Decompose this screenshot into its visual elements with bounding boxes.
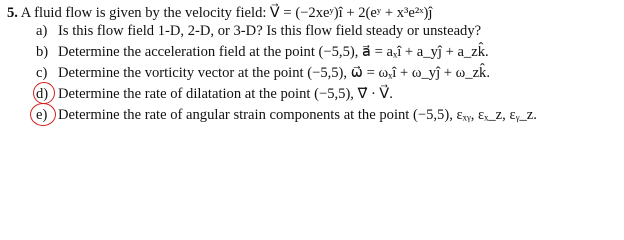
item-b-letter: b)	[36, 44, 49, 60]
problem-statement: A fluid flow is given by the velocity field: V⃗ = (−2xeʸ)î + 2(eʸ + x³e²ˣ)ĵ	[20, 5, 433, 21]
item-d-circle-mark	[33, 82, 55, 104]
item-d	[36, 85, 393, 103]
item-a-text: Is this flow field 1-D, 2-D, or 3-D? Is this flow field steady or unsteady?	[58, 23, 482, 39]
item-a	[36, 22, 481, 40]
item-b	[36, 43, 489, 61]
item-e-text: Determine the rate of angular strain components at the point (−5,5), εₓᵧ, εₓ_z, εᵧ_z.	[58, 107, 537, 123]
item-c-text: Determine the vorticity vector at the point (−5,5), ω⃗ = ωₓî + ω_yĵ + ω_zk̂.	[58, 65, 490, 81]
item-d-text: Determine the rate of dilatation at the point (−5,5), ∇⃗ · V⃗.	[58, 86, 393, 102]
item-e-letter: e)	[36, 107, 48, 123]
item-e-circle-mark	[30, 103, 56, 126]
problem-number: 5.	[7, 5, 18, 21]
item-d-letter: d)	[36, 86, 49, 102]
item-c	[36, 64, 490, 82]
item-c-letter: c)	[36, 65, 48, 81]
item-b-text: Determine the acceleration field at the point (−5,5), a⃗ = aₓî + a_yĵ + a_zk̂.	[58, 44, 489, 60]
item-a-letter: a)	[36, 23, 48, 39]
item-e	[36, 106, 537, 124]
problem-statement-line	[7, 4, 432, 22]
